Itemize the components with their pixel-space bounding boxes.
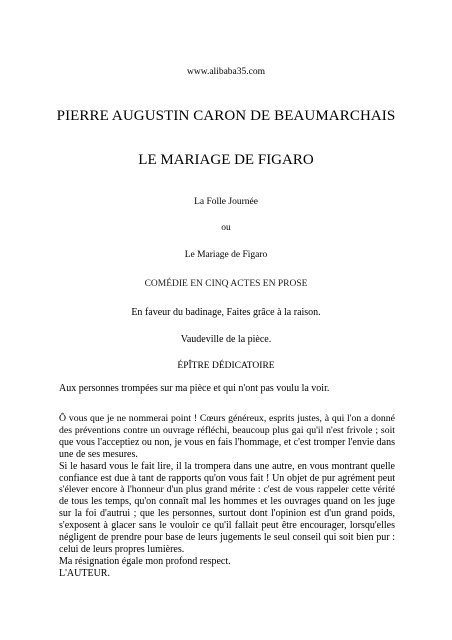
epitre-line: des préventions contre un ouvrage réfléchi, beaucoup plus gai qu'il n'est frivole ; soit [59, 424, 395, 436]
epitre-line: s'exposent à glacer sans le vouloir ce qu'il fallait peut être encourager, lorsqu'elles [59, 520, 395, 532]
epitre-line: celui de leurs propres lumières. [59, 543, 185, 555]
epitre-line: confiance est due à tant de rapports qu'on vous fait ! Un objet de pur agrément peut [59, 472, 395, 484]
epitre-intro: Aux personnes trompées sur ma pièce et qui n'ont pas voulu la voir. [59, 383, 330, 394]
play-title: LE MARIAGE DE FIGARO [138, 152, 314, 168]
epigraph: En faveur du badinage, Faites grâce à la raison. [131, 307, 321, 318]
epitre-line: Ô vous que je ne nommerai point ! Cœurs généreux, esprits justes, à qui l'on a donné [59, 413, 395, 424]
epitre-heading: ÉPÎTRE DÉDICATOIRE [177, 361, 275, 371]
epitre-closing: Ma résignation égale mon profond respect. [59, 555, 231, 567]
epitre-line: s'élever encore à l'honneur d'un plus grand mérite : c'est de vous rappeler cette vérité [59, 484, 395, 496]
epitre-line: sur la foi d'autrui ; que les personnes, surtout dont l'opinion est d'un grand poids, [59, 508, 395, 520]
epitre-line: Si le hasard vous le fait lire, il la trompera dans une autre, en vous montrant quelle [59, 460, 395, 472]
epitre-line: que vous l'acceptiez ou non, je vous en fais l'hommage, et c'est tromper l'envie dans [59, 436, 395, 448]
genre-line: COMÉDIE EN CINQ ACTES EN PROSE [144, 279, 308, 289]
subtitle-mariage: Le Mariage de Figaro [184, 250, 268, 260]
epigraph-source: Vaudeville de la pièce. [180, 334, 272, 345]
subtitle-ou: ou [221, 223, 231, 233]
epitre-body [59, 413, 395, 580]
epitre-line: négligent de prendre pour base de leurs jugements le seul conseil qui soit bien pur : [59, 532, 395, 544]
author-name: PIERRE AUGUSTIN CARON DE BEAUMARCHAIS [56, 108, 396, 124]
epitre-line: de tous les temps, qu'on connaît mal les hommes et les ouvrages quand on les juge [59, 496, 395, 508]
subtitle-folle-journee: La Folle Journée [194, 197, 258, 207]
epitre-line: une de ses mesures. [59, 448, 138, 460]
source-url: www.alibaba35.com [187, 67, 265, 77]
epitre-signature: L'AUTEUR. [59, 567, 110, 579]
